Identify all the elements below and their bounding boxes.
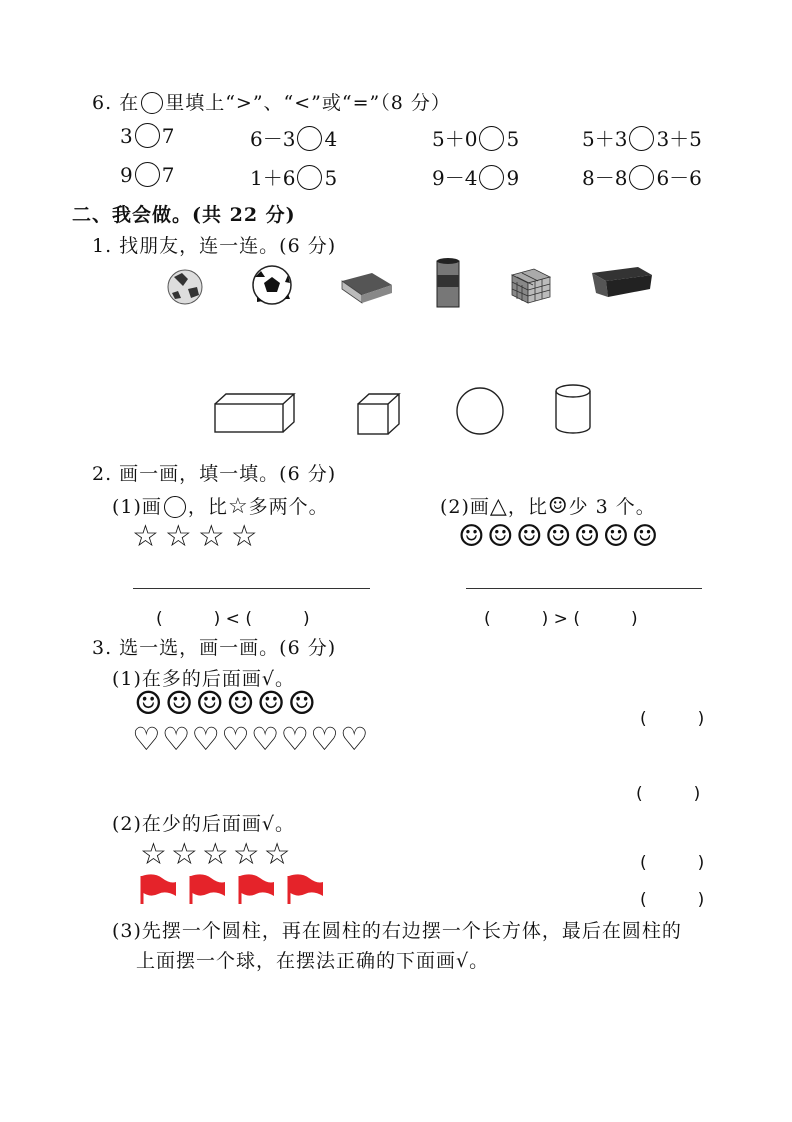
compare-right: 5 — [506, 127, 520, 151]
q2-part1-post: 多两个。 — [248, 496, 329, 518]
answer-paren-more-smiles[interactable]: ( ) — [640, 709, 705, 729]
compare-left: 8－8 — [582, 166, 628, 190]
red-flag-icon — [240, 874, 274, 904]
heart-icon: ♡ — [161, 720, 192, 758]
answer-paren-fewer-stars[interactable]: ( ) — [640, 853, 705, 873]
star-icon: ☆ — [201, 837, 233, 872]
q2-part2-pre: (2)画 — [440, 496, 490, 518]
answer-circle[interactable] — [297, 126, 322, 151]
smiley-icon: ☺ — [631, 519, 661, 554]
can-icon — [437, 258, 459, 307]
compare-right: 7 — [161, 124, 175, 148]
smiley-icon: ☺ — [573, 519, 603, 554]
compare-item — [432, 162, 519, 191]
cylinder-icon — [556, 385, 590, 433]
compare-left: 5＋3 — [582, 127, 628, 151]
smiley-icon: ☺ — [195, 684, 227, 722]
compare-item — [250, 123, 337, 152]
q3-smiles — [134, 684, 319, 722]
compare-item — [120, 162, 174, 187]
star-icon: ☆ — [170, 837, 202, 872]
q2-part2-prompt — [440, 492, 656, 519]
compare-right: 5 — [324, 166, 338, 190]
star-icon: ☆ — [230, 519, 264, 554]
box-icon — [592, 267, 652, 297]
answer-circle[interactable] — [479, 126, 504, 151]
q2-smiles — [458, 519, 661, 554]
smiley-icon: ☺ — [164, 684, 196, 722]
q3-part3-line2: 上面摆一个球，在摆法正确的下面画√。 — [136, 950, 490, 972]
q2-title: 2. 画一画，填一填。(6 分) — [92, 463, 337, 485]
q3-stars — [140, 837, 295, 872]
smiley-icon: ☺ — [226, 684, 257, 722]
smiley-icon: ☺ — [547, 494, 569, 519]
q6-number: 6. — [92, 92, 113, 114]
circle-icon — [164, 496, 186, 518]
compare-item — [250, 162, 337, 191]
soccer-ball-icon — [253, 266, 291, 304]
compare-right: 4 — [324, 127, 338, 151]
compare-item — [432, 123, 519, 152]
q6-pre: 在 — [119, 92, 140, 114]
heart-icon: ♡ — [191, 720, 222, 758]
heart-icon: ♡ — [339, 720, 370, 758]
shapes-row — [210, 380, 610, 440]
compare-left: 3 — [120, 124, 133, 148]
compare-left: 6－3 — [250, 127, 296, 151]
smiley-icon: ☺ — [256, 684, 288, 722]
star-icon: ☆ — [232, 837, 264, 872]
q1-title: 1. 找朋友，连一连。(6 分) — [92, 235, 337, 257]
smiley-icon: ☺ — [287, 684, 319, 722]
smiley-icon: ☺ — [544, 519, 574, 554]
q3-part1: (1)在多的后面画√。 — [112, 668, 296, 690]
circle-icon — [141, 92, 163, 114]
red-flag-icon — [289, 874, 323, 904]
answer-paren-more-hearts[interactable]: ( ) — [636, 784, 701, 804]
smiley-icon: ☺ — [458, 519, 487, 554]
compare-left: 1＋6 — [250, 166, 296, 190]
compare-right: 3＋5 — [656, 127, 702, 151]
red-flag-icon — [191, 874, 225, 904]
compare-right: 9 — [506, 166, 520, 190]
compare-blank-right[interactable]: ( ) > ( ) — [484, 609, 638, 629]
heart-icon: ♡ — [250, 720, 281, 758]
q3-flags — [140, 872, 340, 906]
heart-icon: ♡ — [221, 720, 251, 758]
q2-part1-prompt — [112, 492, 329, 519]
sphere-icon — [457, 388, 503, 434]
q6-instruction: 里填上“>”、“<”或“=”（8 分） — [165, 92, 451, 114]
star-icon: ☆ — [263, 837, 295, 872]
smiley-icon: ☺ — [602, 519, 632, 554]
star-icon: ☆ — [197, 519, 231, 554]
compare-left: 9－4 — [432, 166, 478, 190]
answer-circle[interactable] — [135, 123, 160, 148]
compare-item — [582, 123, 702, 152]
smiley-icon: ☺ — [134, 684, 165, 722]
section-title: 二、我会做。(共 22 分) — [72, 204, 296, 226]
compare-item — [120, 123, 174, 148]
answer-line-right — [466, 588, 702, 589]
q6-header — [92, 88, 451, 115]
answer-circle[interactable] — [479, 165, 504, 190]
q3-part3-line1: (3)先摆一个圆柱，再在圆柱的右边摆一个长方体，最后在圆柱的 — [112, 920, 682, 942]
red-flag-icon — [142, 874, 176, 904]
star-icon: ☆ — [132, 519, 165, 554]
rubik-cube-icon — [512, 269, 550, 303]
answer-circle[interactable] — [135, 162, 160, 187]
q3-title: 3. 选一选，画一画。(6 分) — [92, 637, 337, 659]
triangle-icon: △ — [489, 494, 508, 519]
answer-paren-fewer-flags[interactable]: ( ) — [640, 890, 705, 910]
smiley-icon: ☺ — [486, 519, 516, 554]
smiley-icon: ☺ — [515, 519, 545, 554]
patterned-ball-icon — [168, 270, 202, 304]
q2-part2-post: 少 3 个。 — [568, 496, 656, 518]
heart-icon: ♡ — [280, 720, 311, 758]
objects-row — [160, 255, 670, 315]
cube-icon — [358, 394, 399, 434]
eraser-icon — [342, 273, 392, 303]
compare-blank-left[interactable]: ( ) < ( ) — [156, 609, 310, 629]
star-icon: ☆ — [227, 494, 249, 519]
heart-icon: ♡ — [310, 720, 340, 758]
compare-right: 6－6 — [656, 166, 702, 190]
answer-line-left — [133, 588, 370, 589]
q2-part1-mid: ，比 — [187, 496, 228, 518]
heart-icon: ♡ — [132, 720, 162, 758]
cuboid-icon — [215, 394, 294, 432]
q3-hearts — [132, 720, 370, 758]
compare-right: 7 — [161, 163, 175, 187]
answer-circle[interactable] — [297, 165, 322, 190]
star-icon: ☆ — [164, 519, 198, 554]
q2-part1-pre: (1)画 — [112, 496, 162, 518]
compare-left: 5＋0 — [432, 127, 478, 151]
answer-circle[interactable] — [629, 126, 654, 151]
answer-circle[interactable] — [629, 165, 654, 190]
q2-part2-mid: ，比 — [507, 496, 548, 518]
q3-part2: (2)在少的后面画√。 — [112, 813, 296, 835]
q2-stars — [132, 519, 264, 554]
star-icon: ☆ — [140, 837, 171, 872]
compare-item — [582, 162, 702, 191]
compare-left: 9 — [120, 163, 133, 187]
